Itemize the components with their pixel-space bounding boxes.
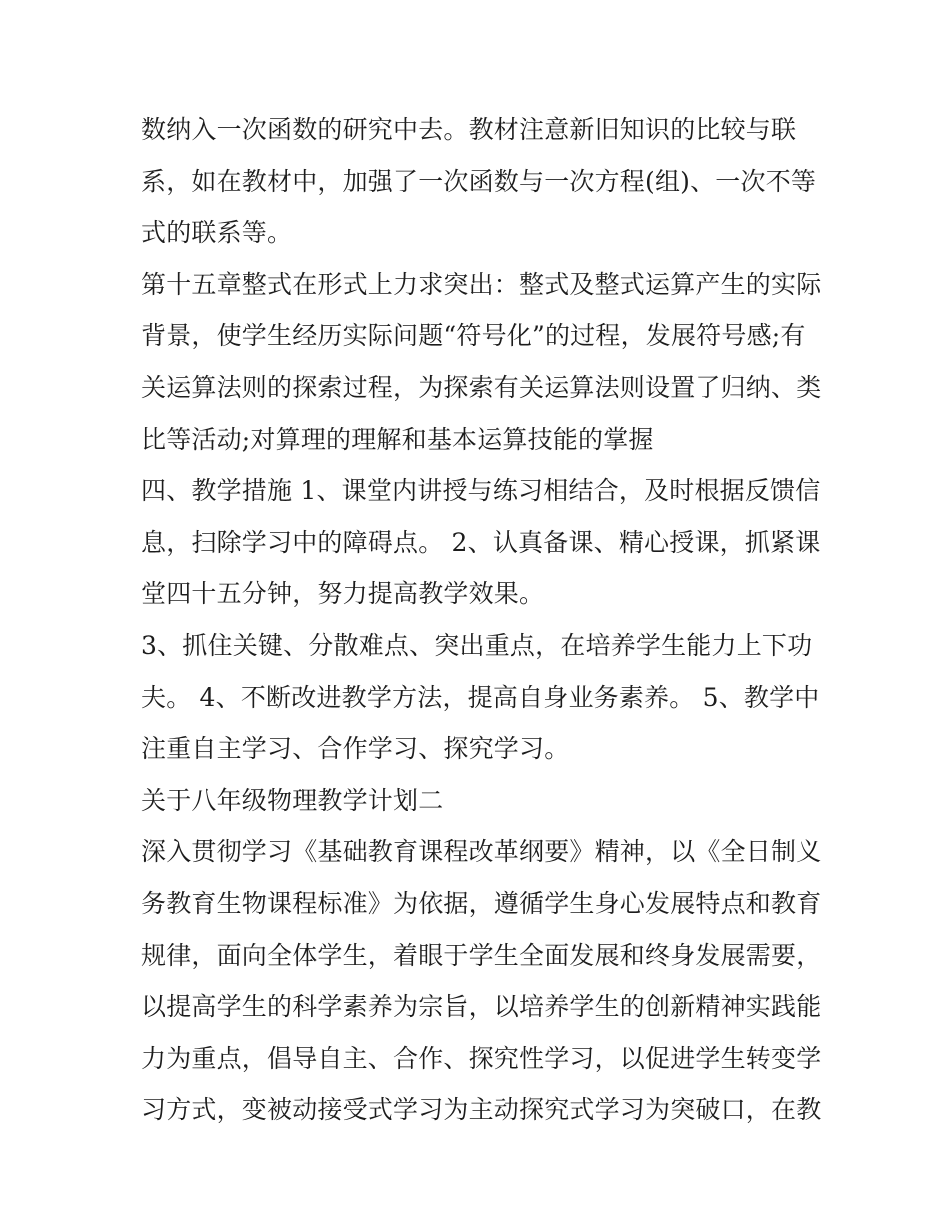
text-line: 注重自主学习、合作学习、探究学习。 (141, 734, 570, 764)
text-line: 夫。 4、不断改进教学方法，提高自身业务素养。 5、教学中 (141, 682, 820, 712)
text-line: 堂四十五分钟，努力提高教学效果。 (141, 579, 545, 609)
text-line: 3、抓住关键、分散难点、突出重点，在培养学生能力上下功 (141, 630, 813, 660)
section-heading: 关于八年级物理教学计划二 (141, 785, 444, 815)
text-line: 以提高学生的科学素养为宗旨，以培养学生的创新精神实践能 (141, 992, 822, 1022)
text-line: 系，如在教材中，加强了一次函数与一次方程(组)、一次不等 (141, 166, 817, 196)
text-line: 背景，使学生经历实际问题“符号化”的过程，发展符号感;有 (141, 321, 806, 351)
text-line: 四、教学措施 1、课堂内讲授与练习相结合，及时根据反馈信 (141, 476, 821, 506)
text-line: 习方式，变被动接受式学习为主动探究式学习为突破口，在教 (141, 1095, 822, 1125)
text-line: 关运算法则的探索过程，为探索有关运算法则设置了归纳、类 (141, 372, 822, 402)
text-line: 比等活动;对算理的理解和基本运算技能的掌握 (141, 424, 654, 454)
text-line: 规律，面向全体学生，着眼于学生全面发展和终身发展需要， (141, 940, 822, 970)
text-line: 数纳入一次函数的研究中去。教材注意新旧知识的比较与联 (141, 115, 797, 144)
document-body (141, 104, 831, 1136)
text-line: 力为重点，倡导自主、合作、探究性学习，以促进学生转变学 (141, 1043, 822, 1073)
text-line: 息，扫除学习中的障碍点。 2、认真备课、精心授课，抓紧课 (141, 527, 821, 557)
text-line: 深入贯彻学习《基础教育课程改革纲要》精神，以《全日制义 (141, 837, 822, 867)
text-line: 务教育生物课程标准》为依据，遵循学生身心发展特点和教育 (141, 888, 822, 918)
text-line: 式的联系等。 (141, 218, 293, 248)
text-line: 第十五章整式在形式上力求突出：整式及整式运算产生的实际 (141, 269, 822, 299)
